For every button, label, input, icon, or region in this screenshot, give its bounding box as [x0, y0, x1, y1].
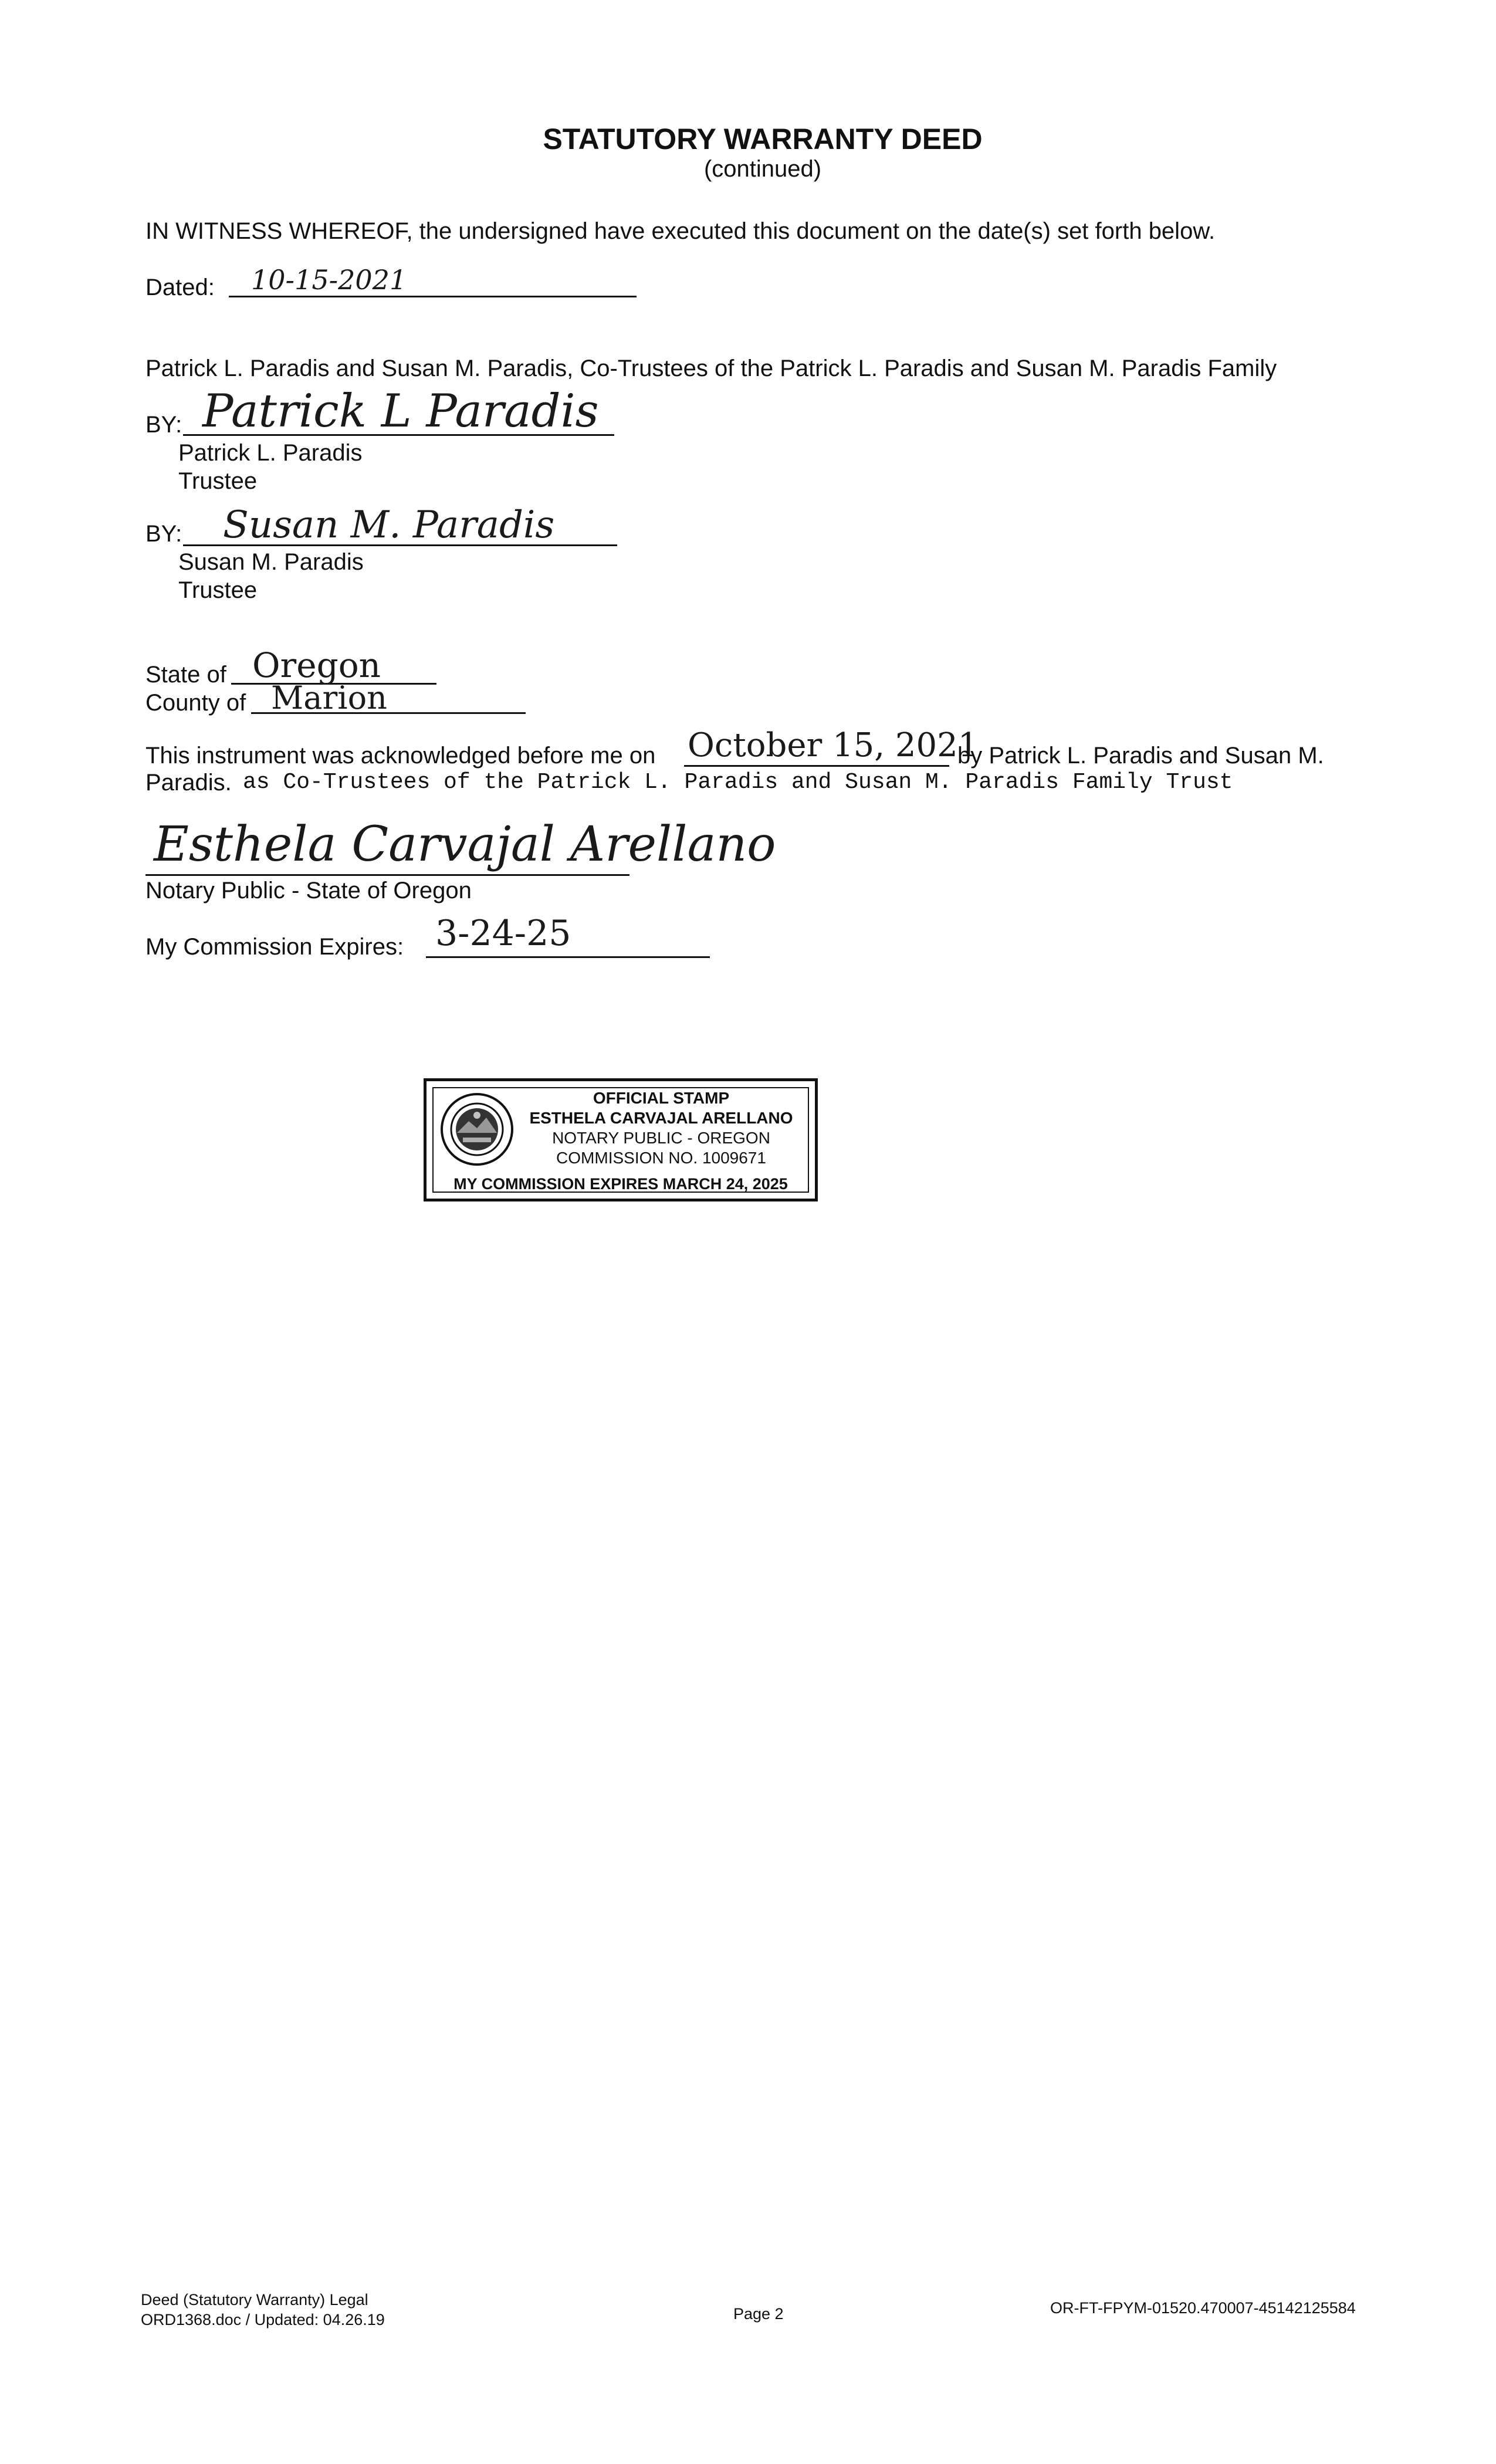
ack-suffix: by Patrick L. Paradis and Susan M. — [957, 743, 1324, 769]
ack-line2-typed: as Co-Trustees of the Patrick L. Paradis and Susan M. Paradis Family Trust — [243, 770, 1233, 795]
ack-line2-prefix: Paradis. — [145, 770, 232, 796]
page-number: Page 2 — [733, 2305, 784, 2323]
document-title: STATUTORY WARRANTY DEED — [543, 123, 983, 155]
official-stamp — [424, 1078, 818, 1201]
county-label: County of — [145, 690, 246, 716]
stamp-line-4: COMMISSION NO. 1009671 — [556, 1149, 766, 1167]
signature-2: Susan M. Paradis — [223, 503, 555, 547]
by-label-2: BY: — [145, 521, 182, 547]
trustees-line: Patrick L. Paradis and Susan M. Paradis, Co-Trustees of the Patrick L. Paradis and Susan M. Paradis Family — [145, 356, 1277, 381]
by-label-1: BY: — [145, 412, 182, 438]
state-value: Oregon — [252, 645, 381, 685]
state-label: State of — [145, 662, 226, 688]
signature-1: Patrick L Paradis — [202, 385, 599, 438]
signer-role-1: Trustee — [178, 468, 258, 494]
dated-line — [229, 296, 637, 297]
signer-name-1: Patrick L. Paradis — [178, 440, 363, 466]
commission-label: My Commission Expires: — [145, 934, 404, 960]
stamp-line-3: NOTARY PUBLIC - OREGON — [552, 1129, 770, 1147]
witness-statement: IN WITNESS WHEREOF, the undersigned have executed this document on the date(s) set forth below. — [145, 218, 1216, 244]
footer-doc-id: ORD1368.doc / Updated: 04.26.19 — [141, 2310, 385, 2328]
dated-value: 10-15-2021 — [251, 264, 407, 296]
notary-label: Notary Public - State of Oregon — [145, 878, 472, 903]
signer-name-2: Susan M. Paradis — [178, 549, 364, 575]
oregon-state-seal-icon — [439, 1092, 515, 1167]
document-subtitle: (continued) — [703, 156, 822, 182]
stamp-line-1: OFFICIAL STAMP — [593, 1089, 730, 1107]
county-value: Marion — [271, 679, 387, 716]
signer-role-2: Trustee — [178, 577, 258, 603]
stamp-line-5: MY COMMISSION EXPIRES MARCH 24, 2025 — [453, 1175, 788, 1193]
footer-left — [141, 2290, 385, 2330]
stamp-line-2: ESTHELA CARVAJAL ARELLANO — [529, 1109, 793, 1127]
footer-form-name: Deed (Statutory Warranty) Legal — [141, 2291, 368, 2309]
notary-signature-line — [145, 874, 629, 876]
ack-date-line — [684, 765, 949, 767]
dated-label: Dated: — [145, 275, 215, 300]
footer-order-number: OR-FT-FPYM-01520.470007-45142125584 — [1050, 2299, 1356, 2317]
commission-value: 3-24-25 — [435, 913, 571, 954]
notary-signature: Esthela Carvajal Arellano — [154, 817, 776, 872]
ack-date: October 15, 2021 — [688, 726, 979, 764]
ack-prefix: This instrument was acknowledged before me on — [145, 743, 656, 769]
commission-line — [426, 956, 710, 958]
